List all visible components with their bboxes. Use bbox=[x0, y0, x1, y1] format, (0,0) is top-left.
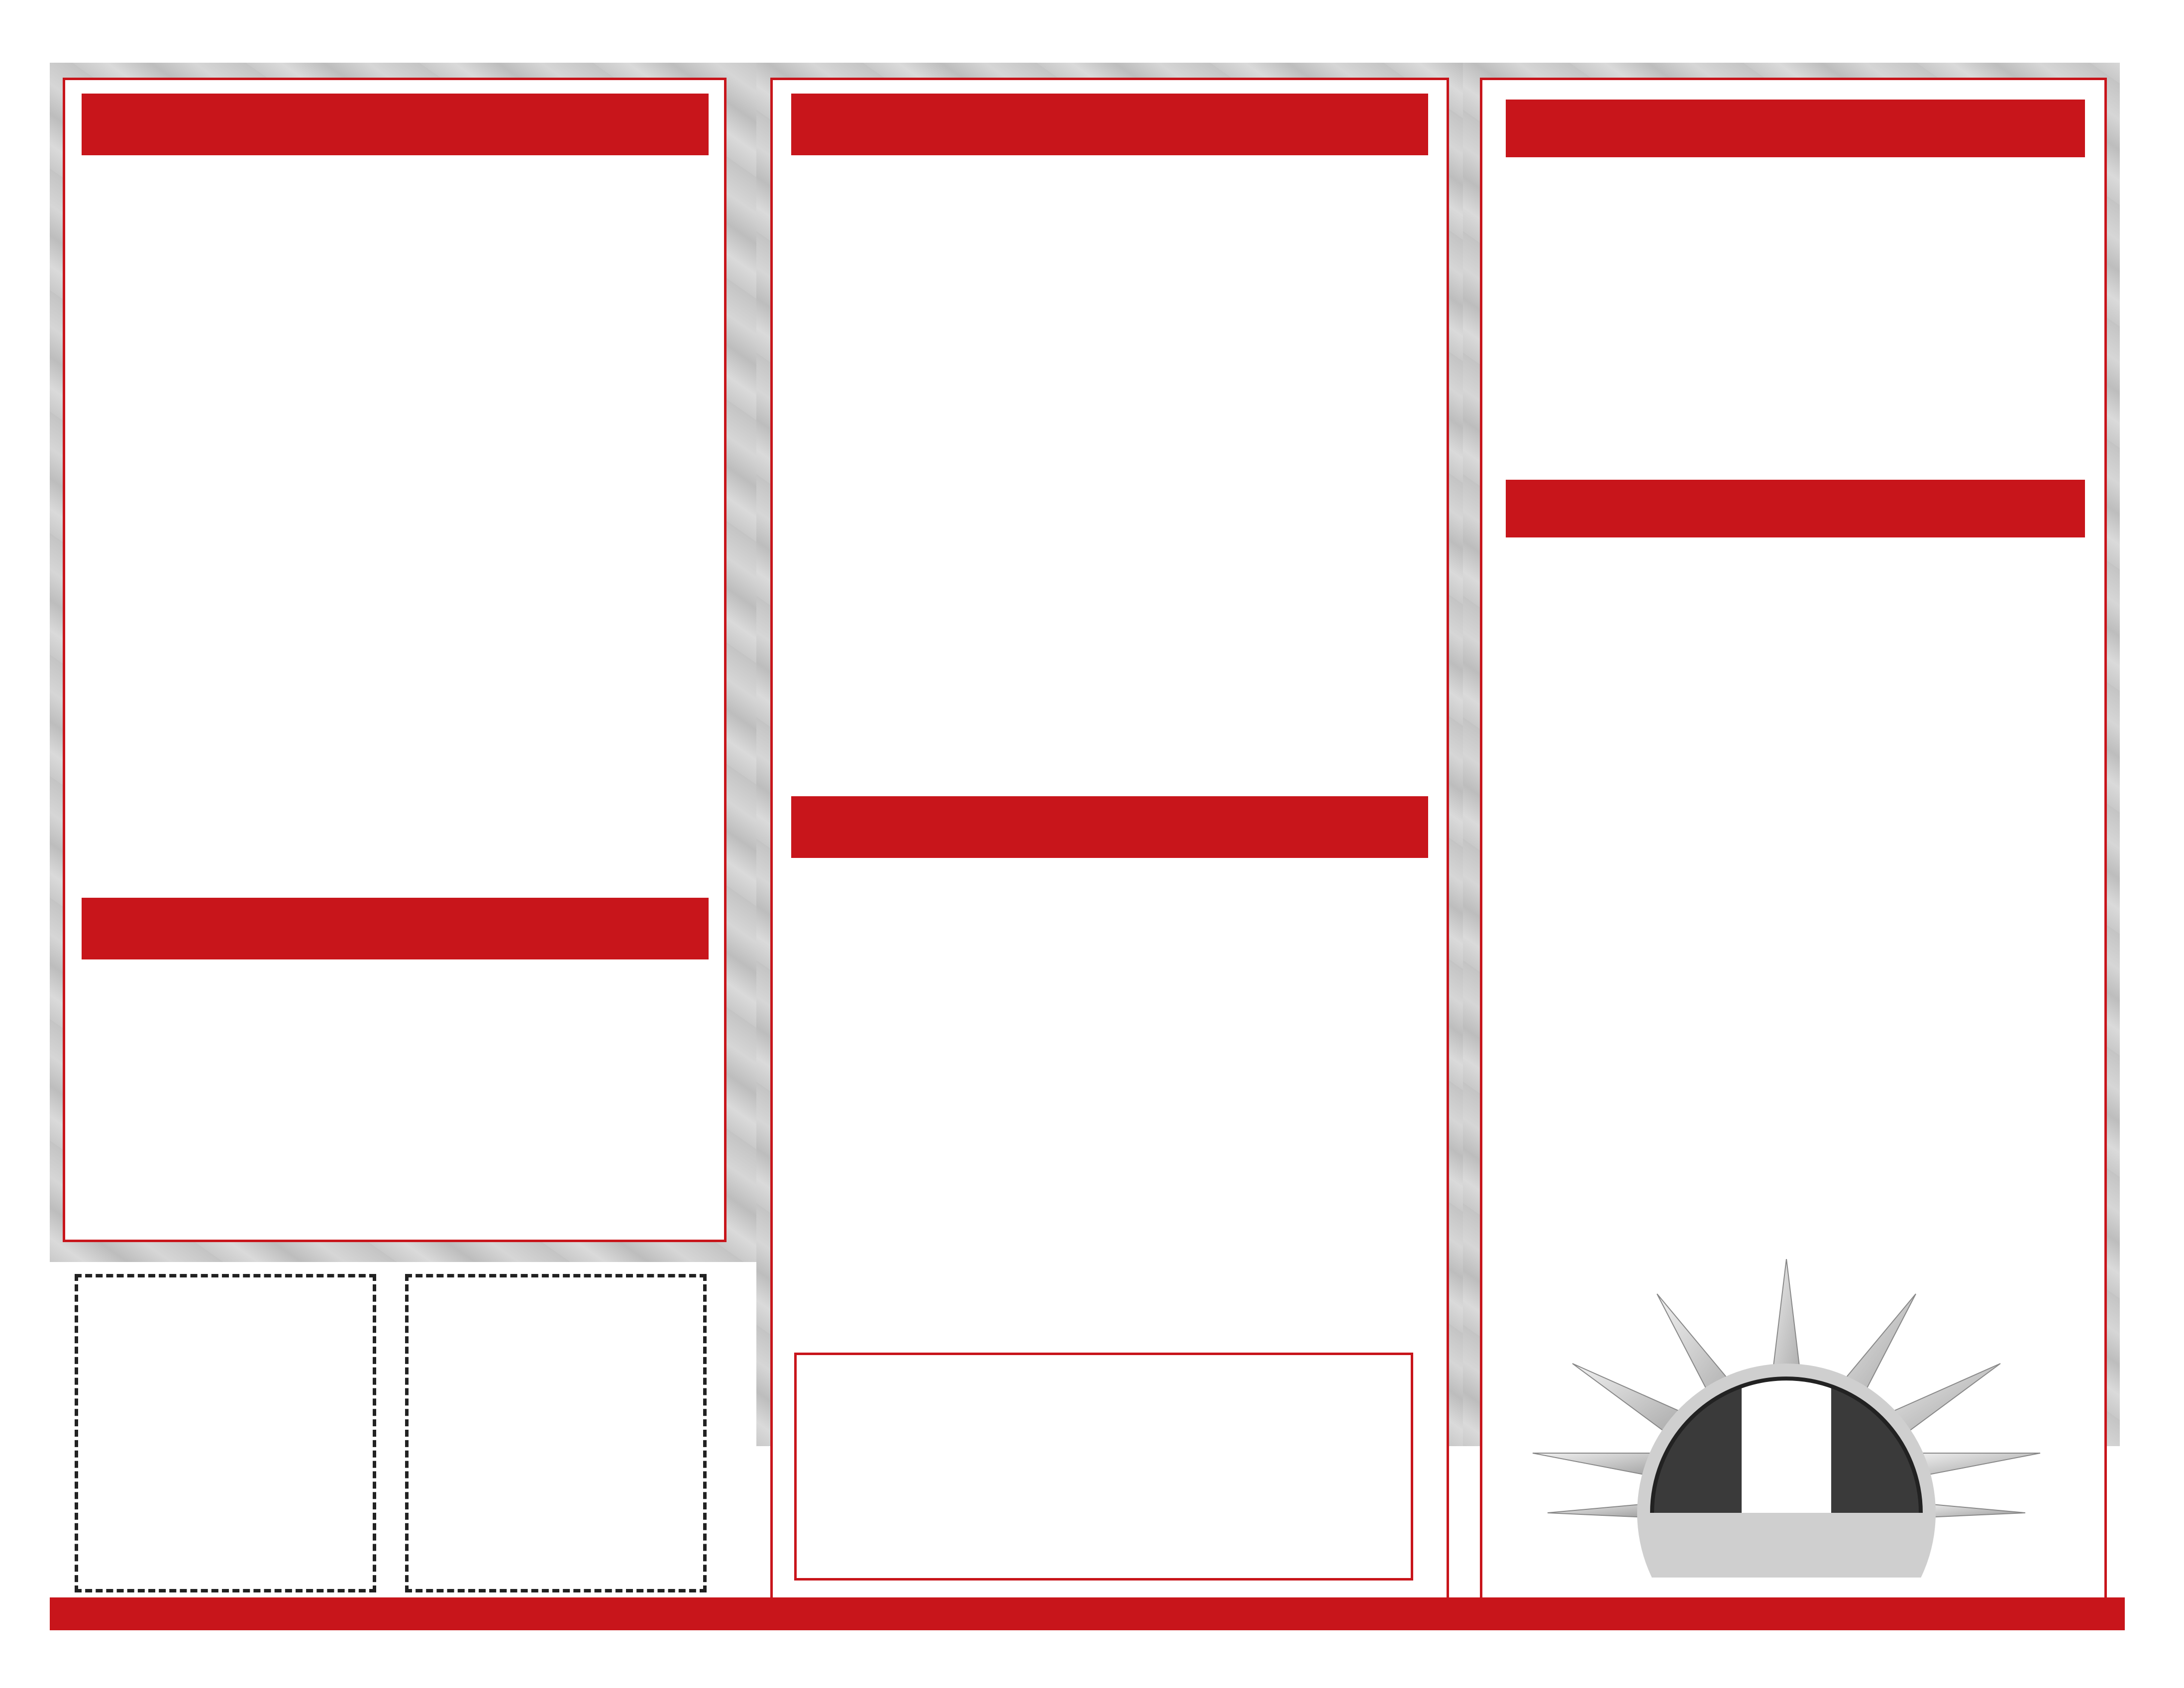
appetizers-banner bbox=[82, 94, 709, 155]
sun-logo bbox=[1513, 1259, 2060, 1578]
coupon-two-free-sodas[interactable] bbox=[405, 1274, 707, 1592]
kids-menu-box bbox=[794, 1353, 1413, 1581]
specialty-banner bbox=[791, 796, 1428, 858]
pizza-banner bbox=[1506, 480, 2085, 537]
salads-banner bbox=[1506, 100, 2085, 157]
bottom-red-bar bbox=[50, 1597, 2125, 1630]
appetizers-panel bbox=[63, 78, 727, 1242]
entrees-banner bbox=[791, 94, 1428, 155]
coupon-free-coke[interactable] bbox=[75, 1274, 376, 1592]
subs-banner bbox=[82, 898, 709, 959]
